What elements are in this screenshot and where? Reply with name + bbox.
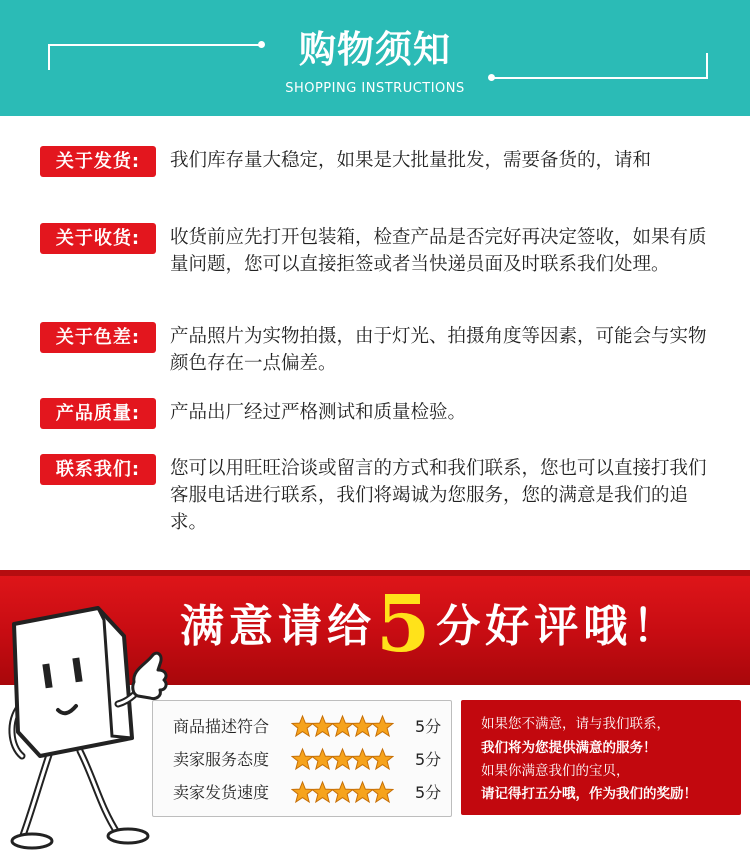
star-icon [371, 780, 394, 804]
rule-badge: 产品质量: [40, 398, 156, 429]
slogan-text-after: 分好评哦！ [436, 601, 682, 652]
rule-text: 我们库存量大稳定，如果是大批量批发，需要备货的，请和 [170, 150, 652, 171]
message-line: 如果你满意我们的宝贝， [481, 763, 630, 779]
review-banner-edge [0, 570, 750, 576]
rating-score: 5分 [415, 783, 442, 802]
rule-badge: 联系我们: [40, 454, 156, 485]
message-box [461, 700, 741, 815]
rating-stars [291, 714, 391, 740]
rating-row-service [153, 745, 451, 775]
rule-text: 收货前应先打开包装箱，检查产品是否完好再决定签收，如果有质量问题，您可以直接拒签或者当快递员面及时联系我们处理。 [170, 227, 707, 275]
rule-text: 产品照片为实物拍摄，由于灯光、拍摄角度等因素，可能会与实物颜色存在一点偏差。 [170, 326, 707, 374]
mascot-thumbs-up-icon [0, 596, 175, 851]
rating-score: 5分 [415, 717, 442, 736]
rule-badge: 关于色差: [40, 322, 156, 353]
rating-stars [291, 747, 391, 773]
message-line: 我们将为您提供满意的服务！ [481, 740, 657, 756]
page-subtitle: SHOPPING INSTRUCTIONS [285, 81, 465, 96]
rule-text: 产品出厂经过严格测试和质量检验。 [170, 402, 467, 423]
message-line: 请记得打五分哦，作为我们的奖励！ [481, 786, 697, 802]
review-slogan [180, 579, 682, 670]
star-icon [371, 714, 394, 738]
rating-score: 5分 [415, 750, 442, 769]
rule-badge: 关于收货: [40, 223, 156, 254]
rating-box [152, 700, 452, 817]
rule-text: 您可以用旺旺洽谈或留言的方式和我们联系，您也可以直接打我们客服电话进行联系，我们将竭诚为您服务，您的满意是我们的追求。 [170, 458, 707, 533]
rating-row-delivery [153, 778, 451, 808]
rule-badge: 关于发货: [40, 146, 156, 177]
slogan-number: 5 [376, 579, 437, 670]
slogan-text-before: 满意请给 [180, 601, 376, 652]
rating-row-description [153, 712, 451, 742]
header-rule-right [492, 77, 707, 79]
rating-label: 卖家服务态度 [173, 750, 270, 769]
star-icon [371, 747, 394, 771]
page-title: 购物须知 [299, 28, 451, 71]
message-line: 如果您不满意，请与我们联系， [481, 716, 670, 732]
header-banner [0, 0, 750, 116]
rating-label: 卖家发货速度 [173, 783, 270, 802]
rating-label: 商品描述符合 [173, 717, 270, 736]
rating-stars [291, 780, 391, 806]
